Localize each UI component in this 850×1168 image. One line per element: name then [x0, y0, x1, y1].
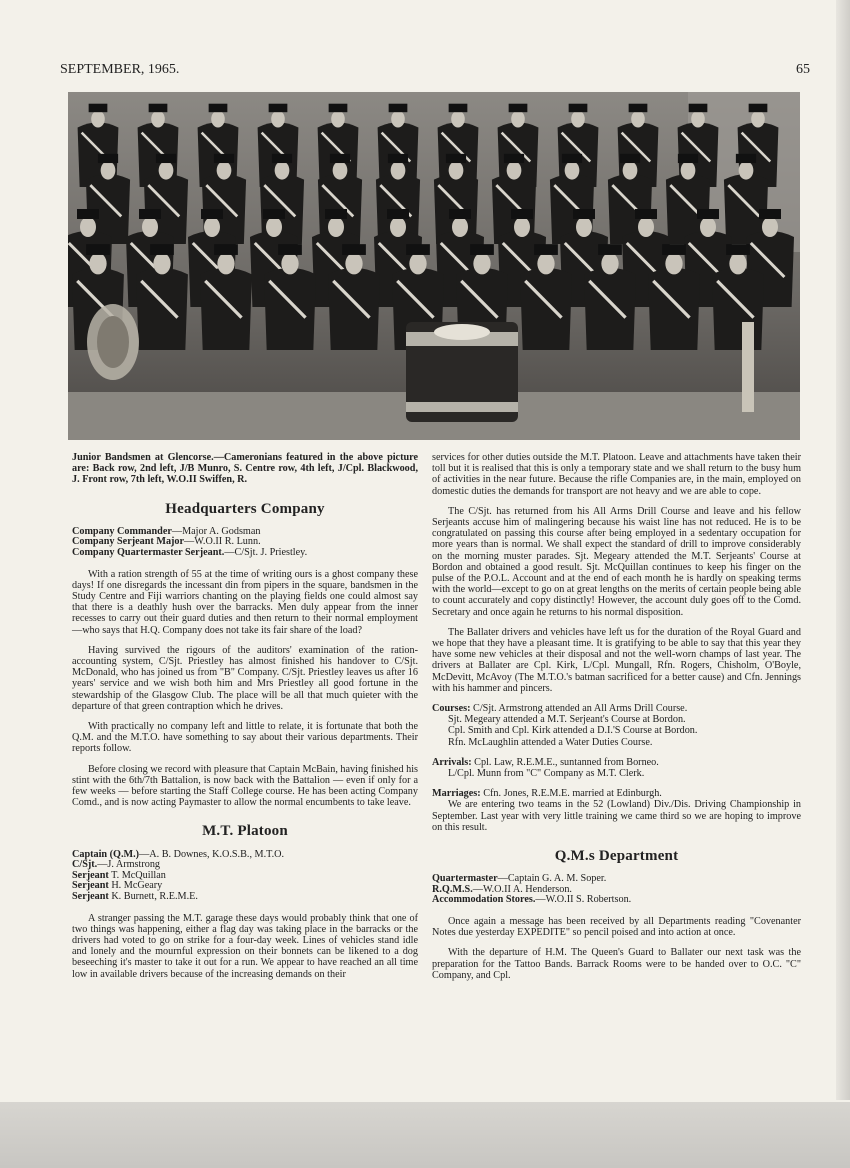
band-photo-illustration — [68, 92, 800, 440]
left-column — [72, 452, 418, 989]
page-number: 65 — [796, 62, 810, 77]
mt-closing-paragraph: We are entering two teams in the 52 (Lowland) Div./Dis. Driving Championship in September. Last year with very little training we came third so we are hoping to improve on this result. — [432, 799, 801, 833]
staff-entry: Accommodation Stores.—W.O.II S. Robertson. — [432, 894, 632, 906]
hq-paragraph: With a ration strength of 55 at the time of writing ours is a ghost company these days! If one disregards the incessant din from pipers in the square, bandsmen in the Study Centre and Fiji warriors chanting on the playing fields one could almost say that there is a deathly hush over the barracks. Men duly appear from the inner recesses to carry out their guard duties and then return to their normal employment—who says that H.Q. Company does not take its fair share of the load? — [72, 568, 418, 636]
staff-entry: Serjeant H. McGeary — [72, 880, 163, 892]
staff-entry: C/Sjt.—J. Armstrong — [72, 859, 161, 871]
mt-paragraph: The Ballater drivers and vehicles have left us for the duration of the Royal Guard and we hope that they have a pleasant time. It is gratifying to be able to say that this year they have some new vehicles at their disposal and not the well-worn champs of last year. The drivers at Ballater are Cpl. Kirk, L/Cpl. Mungall, Rfn. Rogers, Chisholm, O'Boyle, McDevitt, McAvoy (The M.T.O.'s batman sacrificed for a better cause) and Cfn. Jennings with his hammer and pincers. — [432, 626, 801, 694]
page-edge-shadow — [836, 0, 850, 1100]
marriages-note: Marriages: Cfn. Jones, R.E.M.E. married at Edinburgh. — [432, 788, 662, 800]
qms-staff-list — [432, 874, 801, 906]
qms-department-heading: Q.M.s Department — [554, 848, 679, 865]
staff-entry: Quartermaster—Captain G. A. M. Soper. — [432, 873, 607, 885]
band-photograph — [68, 92, 800, 440]
mt-paragraph: services for other duties outside the M.T. Platoon. Leave and attachments have taken their toll but it is realised that this is only a temporary state and we shall return to the busy hum of activities in the near future. Because the rifle Companies are, in the main, employed on domestic duties the demands for transport are not heavy and we are able to cope. — [432, 452, 801, 497]
staff-entry: Company Serjeant Major—W.O.II R. Lunn. — [72, 536, 261, 548]
staff-entry: R.Q.M.S.—W.O.II A. Henderson. — [432, 883, 572, 895]
courses-list: Courses: C/Sjt. Armstrong attended an All Arms Drill Course. Sjt. Megeary attended a M.T. Serjeant's Course at Bordon. Cpl. Smith and Cpl. Kirk attended a D.I.'S Course at Bordon. Rfn. McLaughlin attended a Water Duties Course. — [432, 703, 698, 748]
right-column — [432, 452, 801, 990]
scanner-bed — [0, 1102, 850, 1168]
qms-paragraph: With the departure of H.M. The Queen's Guard to Ballater our next task was the preparation for the Tattoo Bands. Barrack Rooms were to be handed over to O.C. "C" Company, and Cpl. — [432, 947, 801, 981]
hq-staff-list — [72, 527, 418, 559]
staff-entry: Serjeant T. McQuillan — [72, 869, 166, 881]
hq-company-heading: Headquarters Company — [165, 500, 325, 517]
courses-label: Courses: — [432, 703, 471, 715]
mt-paragraph: The C/Sjt. has returned from his All Arms Drill Course and leave and his fellow Serjeants accuse him of malingering because his waist line has not reduced. He is to be congratulated on passing this course after being employed in a sedentary occupation for more years than is normal. We shall expect the standard of drill to improve considerably on the morning muster parades. Sjt. Megeary attended the M.T. Serjeants' Course at Bordon and obtained a good result. Sjt. McQuillan continues to keep his finger on the pulse of the P.O.L. Account and at the end of each month he is hardly on speaking terms with the world—except to go on at great lengths on the merits of certain people being able to count accurately and copy distinctly! However, the account duly goes off to the Comd. Secretary and once again he returns to his normal disposition. — [432, 505, 801, 618]
hq-paragraph: Before closing we record with pleasure that Captain McBain, having finished his stint with the 6th/7th Battalion, is now back with the Battalion — even if only for a few weeks — before starting the Staff College course. He has been acting Company Comd., and is now acting Paymaster to allow the normal encumbents to take leave. — [72, 763, 418, 809]
staff-entry: Company Commander—Major A. Godsman — [72, 525, 261, 537]
mt-paragraph: A stranger passing the M.T. garage these days would probably think that one of two things was happening, either a flag day was taking place in the barracks or the drivers had voted to go on strike for a four-day week. Lines of vehicles stand idle and lonely and the mournful expression on their bonnets can be likened to a dog beseeching it's master to take it out for a run. We appear to have reached an all time low in available drivers because of the increasing demands on their — [72, 912, 418, 980]
arrivals-list: Arrivals: Cpl. Law, R.E.M.E., suntanned from Borneo. L/Cpl. Munn from "C" Company as M.T. Clerk. — [432, 756, 659, 780]
staff-entry: Serjeant K. Burnett, R.E.M.E. — [72, 891, 198, 903]
staff-entry: Captain (Q.M.)—A. B. Downes, K.O.S.B., M.T.O. — [72, 848, 285, 860]
mt-platoon-heading: M.T. Platoon — [202, 823, 288, 840]
hq-paragraph: With practically no company left and little to relate, it is fortunate that both the Q.M. and the M.T.O. have something to say about their various departments. Their reports follow. — [72, 721, 418, 755]
hq-paragraph: Having survived the rigours of the auditors' examination of the ration-accounting system, C/Sjt. Priestley has almost finished his handover to C/Sjt. McDonald, who has joined us from "B" Company. C/Sjt. Priestley leaves us after 16 years' service and we wish both him and Mrs Priestley all good fortune in the stewardship of the Glasgow Club. The place will be all that much quieter with the departure of that green contraption which he drives. — [72, 644, 418, 712]
issue-date: SEPTEMBER, 1965. — [60, 62, 180, 77]
photo-caption: Junior Bandsmen at Glencorse.—Cameronians featured in the above picture are: Back row, 2nd left, J/B Munro, S. Centre row, 4th left, J/Cpl. Blackwood, J. Front row, 7th left, W.O.II Swiffen, R. — [72, 452, 418, 486]
mt-staff-list — [72, 850, 418, 903]
staff-entry: Company Quartermaster Serjeant.—C/Sjt. J. Priestley. — [72, 547, 308, 558]
arrivals-label: Arrivals: — [432, 756, 472, 768]
marriages-label: Marriages: — [432, 788, 481, 800]
qms-paragraph: Once again a message has been received by all Departments reading "Covenanter Notes due yesterday EXPEDITE" so pencil poised and into action at once. — [432, 916, 801, 939]
